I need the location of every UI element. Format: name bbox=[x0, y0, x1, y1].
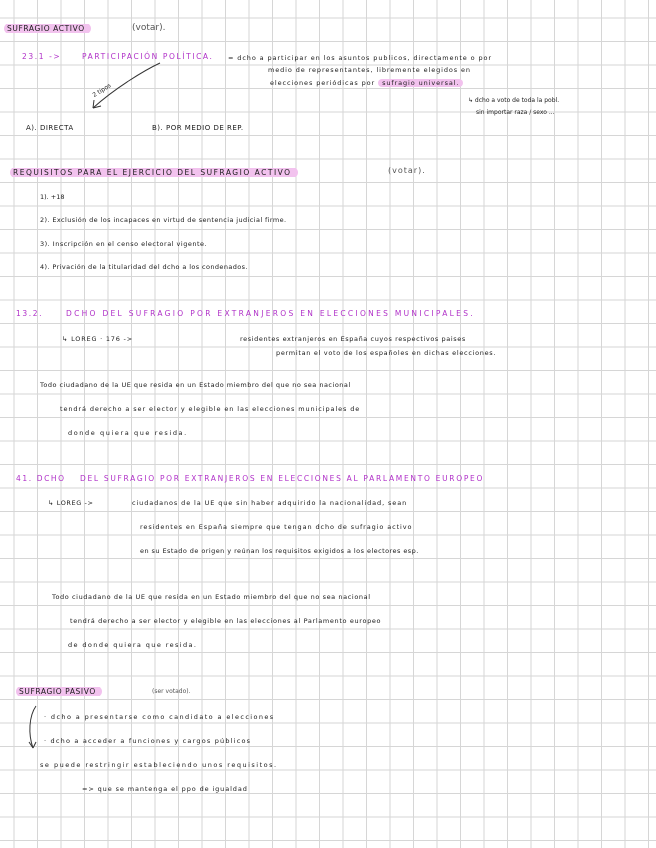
paragraph-line-1: Todo ciudadano de la UE que resida en un Estado miembro del que no sea nacional bbox=[40, 381, 351, 389]
highlight-sufragio-universal: sufragio universal. bbox=[378, 79, 463, 87]
section-title-sufragio-pasivo: SUFRAGIO PASIVO bbox=[16, 686, 102, 697]
pasivo-line-4: => que se mantenga el ppo de igualdad bbox=[82, 785, 248, 793]
article-number: 13.2. bbox=[16, 309, 44, 318]
definition-text: elecciones periódicas por bbox=[270, 79, 376, 87]
pasivo-line-3: se puede restringir estableciendo unos requisitos. bbox=[40, 761, 278, 769]
section-title-paren: (votar). bbox=[388, 166, 426, 175]
section-title-paren: (votar). bbox=[132, 23, 166, 33]
section-title-requisitos: REQUISITOS PARA EL EJERCICIO DEL SUFRAGIO ACTIVO bbox=[10, 167, 298, 178]
requisito-item-4: 4). Privación de la titularidad del dcho a los condenados. bbox=[40, 263, 248, 271]
definition-line-1: = dcho a participar en los asuntos publicos, directamente o por bbox=[228, 54, 492, 62]
curved-arrow-icon bbox=[60, 60, 220, 120]
option-a-directa: A). DIRECTA bbox=[26, 124, 74, 132]
pasivo-line-1: · dcho a presentarse como candidato a elecciones bbox=[44, 713, 275, 721]
article-heading: DEL SUFRAGIO POR EXTRANJEROS EN ELECCIONES AL PARLAMENTO EUROPEO bbox=[80, 474, 485, 483]
section-title-sufragio-activo: SUFRAGIO ACTIVO bbox=[4, 23, 91, 34]
loreg-reference: ↳ LOREG -> bbox=[48, 499, 94, 507]
paragraph-line-1: Todo ciudadano de la UE que resida en un Estado miembro del que no sea nacional bbox=[52, 593, 371, 601]
paragraph-line-2: tendrá derecho a ser elector y elegible en las elecciones al Parlamento europeo bbox=[70, 617, 382, 625]
note-line-2: sin importar raza / sexo ... bbox=[476, 109, 555, 116]
article-heading: DCHO DEL SUFRAGIO POR EXTRANJEROS EN ELECCIONES MUNICIPALES. bbox=[66, 309, 475, 318]
article-number: 41. DCHO bbox=[16, 474, 66, 483]
bracket-arrow-icon bbox=[26, 704, 46, 754]
paragraph-line-3: donde quiera que resida. bbox=[68, 429, 188, 437]
reference-line-3: en su Estado de origen y reúnan los requisitos exigidos a los electores esp. bbox=[140, 547, 419, 555]
reference-line-2: permitan el voto de los españoles en dichas elecciones. bbox=[276, 349, 497, 357]
note-line-1: ↳ dcho a voto de toda la pobl. bbox=[468, 97, 560, 104]
article-number: 23.1 -> bbox=[22, 52, 62, 61]
article-heading: PARTICIPACIÓN POLÍTICA. bbox=[82, 52, 214, 61]
requisito-item-1: 1). +18 bbox=[40, 193, 65, 201]
arrow-label: 2 tipos bbox=[91, 82, 113, 99]
paragraph-line-2: tendrá derecho a ser elector y elegible en las elecciones municipales de bbox=[60, 405, 361, 413]
pasivo-line-2: · dcho a acceder a funciones y cargos públicos bbox=[44, 737, 252, 745]
requisito-item-3: 3). Inscripción en el censo electoral vigente. bbox=[40, 240, 208, 248]
definition-line-3 bbox=[270, 78, 463, 88]
section-title-paren: (ser votado). bbox=[152, 688, 191, 695]
requisito-item-2: 2). Exclusión de los incapaces en virtud de sentencia judicial firme. bbox=[40, 216, 287, 224]
option-b-representantes: B). POR MEDIO DE REP. bbox=[152, 124, 244, 132]
reference-line-1: ciudadanos de la UE que sin haber adquirido la nacionalidad, sean bbox=[132, 499, 408, 507]
paragraph-line-3: de donde quiera que resida. bbox=[68, 641, 198, 649]
loreg-reference: ↳ LOREG · 176 -> bbox=[62, 335, 133, 343]
definition-line-2: medio de representantes, libremente elegidos en bbox=[268, 66, 471, 74]
reference-line-1: residentes extranjeros en España cuyos respectivos paises bbox=[240, 335, 466, 343]
reference-line-2: residentes en España siempre que tengan dcho de sufragio activo bbox=[140, 523, 413, 531]
